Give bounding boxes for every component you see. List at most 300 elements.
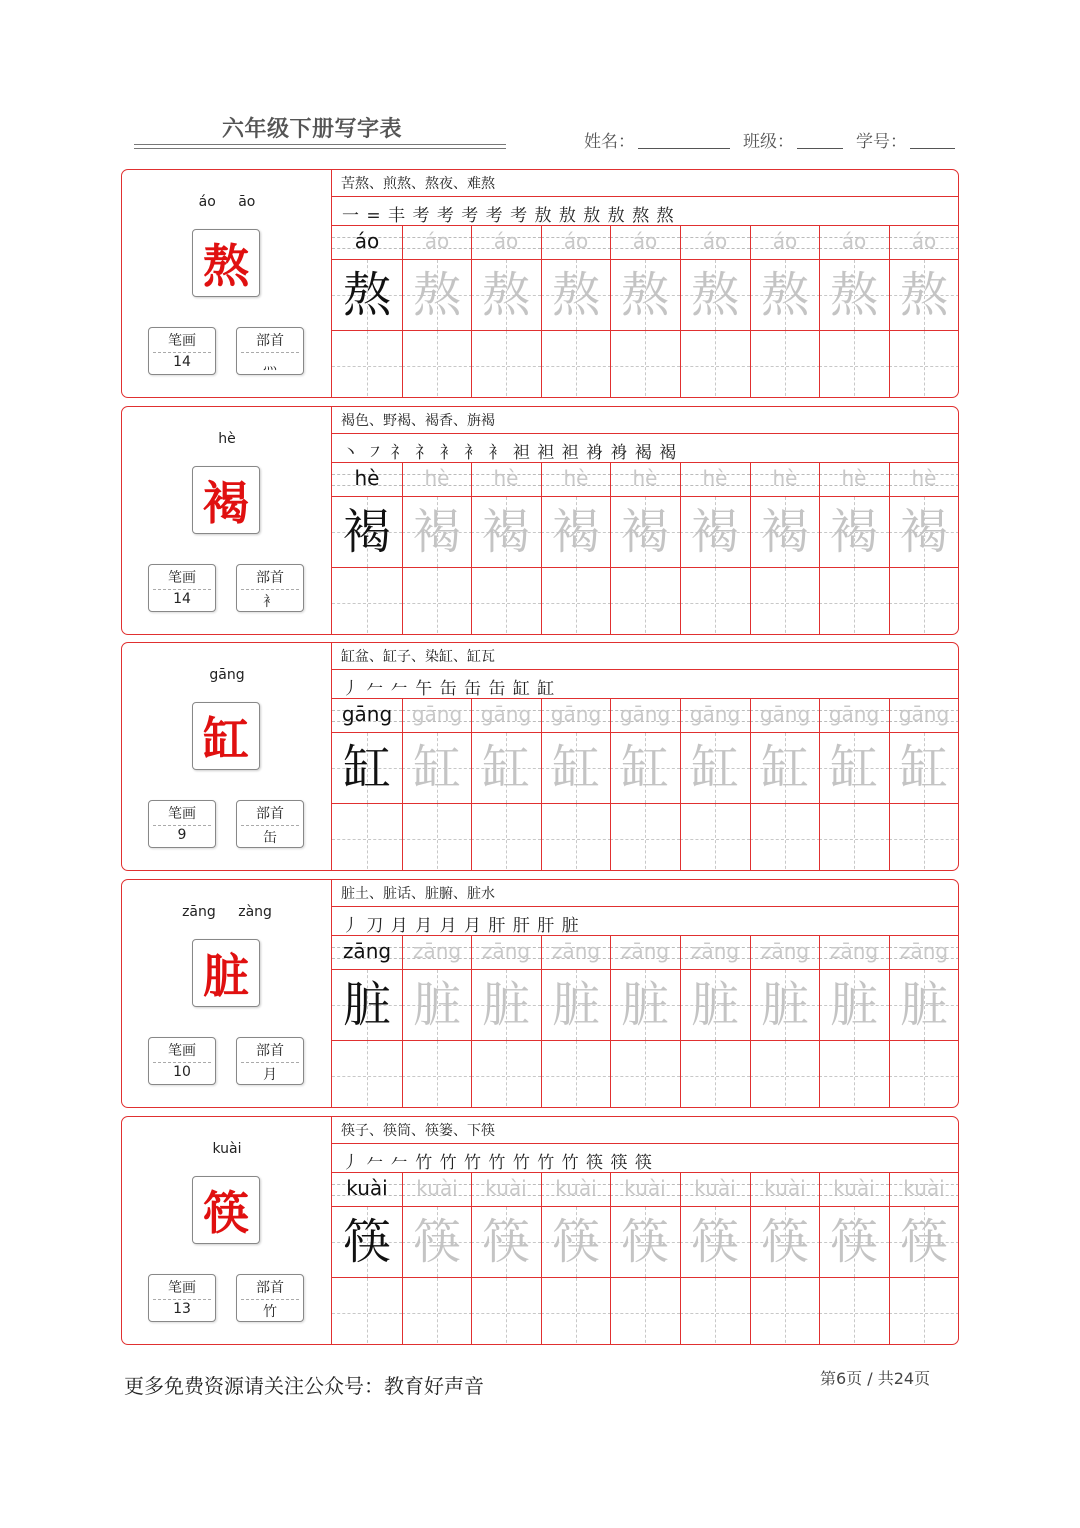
column-divider xyxy=(471,936,472,1108)
character-trace: 缸 xyxy=(551,740,600,796)
pinyin-cell xyxy=(471,936,541,969)
pinyin-trace: áo xyxy=(772,229,798,253)
character-trace: 褐 xyxy=(620,504,669,560)
trace-cell xyxy=(610,260,680,330)
column-divider xyxy=(402,463,403,635)
character-trace: 褐 xyxy=(760,504,809,560)
practice-cell[interactable] xyxy=(750,936,820,1108)
practice-cell[interactable] xyxy=(402,1173,472,1345)
pinyin-cell xyxy=(541,226,611,259)
practice-cell[interactable] xyxy=(750,1173,820,1345)
pinyin-reading: gāng xyxy=(209,667,245,683)
practice-cell[interactable] xyxy=(819,936,889,1108)
column-divider xyxy=(541,463,542,635)
character-card xyxy=(121,406,959,635)
guide-line xyxy=(576,1041,577,1108)
pinyin-cell xyxy=(750,226,820,259)
trace-cell xyxy=(750,260,820,330)
character-card xyxy=(121,169,959,398)
pinyin-trace: kuài xyxy=(555,1176,597,1200)
practice-cell[interactable] xyxy=(541,463,611,635)
column-divider xyxy=(819,699,820,871)
pinyin-cell xyxy=(610,1173,680,1206)
page-title: 六年级下册写字表 xyxy=(222,117,403,142)
column-divider xyxy=(402,936,403,1108)
character-info-panel xyxy=(122,407,332,634)
radical-box xyxy=(236,327,304,375)
featured-character: 筷 xyxy=(192,1176,260,1244)
blank-write-cell[interactable] xyxy=(750,568,820,635)
practice-cell[interactable] xyxy=(889,226,959,398)
trace-cell xyxy=(402,733,472,803)
practice-cell[interactable] xyxy=(471,226,541,398)
practice-cell[interactable] xyxy=(541,699,611,871)
character-trace: 熬 xyxy=(481,267,530,323)
practice-cell[interactable] xyxy=(332,936,402,1108)
pinyin-cell xyxy=(402,699,472,732)
character-trace: 筷 xyxy=(829,1214,878,1270)
practice-cell[interactable] xyxy=(819,699,889,871)
radical-value: 月 xyxy=(263,1067,277,1083)
guide-line xyxy=(715,568,716,635)
character-trace: 褐 xyxy=(551,504,600,560)
character-trace: 缸 xyxy=(760,740,809,796)
practice-cell[interactable] xyxy=(819,226,889,398)
practice-cell[interactable] xyxy=(402,226,472,398)
blank-write-cell[interactable] xyxy=(819,568,889,635)
practice-panel xyxy=(332,1117,958,1344)
pinyin-cell xyxy=(471,1173,541,1206)
practice-cell[interactable] xyxy=(402,463,472,635)
column-divider xyxy=(680,936,681,1108)
character-trace: 熬 xyxy=(899,267,948,323)
practice-cell[interactable] xyxy=(819,463,889,635)
blank-write-cell[interactable] xyxy=(750,804,820,871)
example-words: 缸盆、缸子、染缸、缸瓦 xyxy=(341,649,495,665)
character-trace: 缸 xyxy=(690,740,739,796)
trace-cell xyxy=(750,733,820,803)
pinyin-trace: hè xyxy=(493,466,519,490)
blank-write-cell[interactable] xyxy=(332,331,402,398)
blank-write-cell[interactable] xyxy=(610,568,680,635)
column-divider xyxy=(680,1173,681,1345)
practice-cell[interactable] xyxy=(471,1173,541,1345)
blank-write-cell[interactable] xyxy=(402,568,472,635)
pinyin-trace: áo xyxy=(632,229,658,253)
guide-line xyxy=(506,568,507,635)
guide-line xyxy=(437,804,438,871)
guide-line xyxy=(576,331,577,398)
blank-write-cell[interactable] xyxy=(471,1278,541,1345)
pinyin-cell xyxy=(889,463,959,496)
pinyin-cell xyxy=(889,936,959,969)
radical-value: 灬 xyxy=(263,357,277,373)
blank-write-cell[interactable] xyxy=(750,1278,820,1345)
trace-cell xyxy=(680,970,750,1040)
column-divider xyxy=(541,1173,542,1345)
character-trace: 缸 xyxy=(481,740,530,796)
blank-write-cell[interactable] xyxy=(402,804,472,871)
pinyin-cell xyxy=(819,1173,889,1206)
trace-cell xyxy=(541,970,611,1040)
guide-line xyxy=(645,1278,646,1345)
guide-line xyxy=(367,1278,368,1345)
pinyin-cell xyxy=(750,699,820,732)
pinyin-cell xyxy=(819,463,889,496)
pinyin-cell xyxy=(750,463,820,496)
pinyin-cell xyxy=(332,463,402,496)
radical-value: 衤 xyxy=(263,594,277,610)
practice-cell[interactable] xyxy=(750,463,820,635)
trace-cell xyxy=(332,733,402,803)
column-divider xyxy=(610,936,611,1108)
guide-line xyxy=(854,1041,855,1108)
pinyin-trace: gāng xyxy=(619,702,671,726)
trace-cell xyxy=(750,970,820,1040)
column-divider xyxy=(750,1173,751,1345)
practice-cell[interactable] xyxy=(889,1173,959,1345)
pinyin-trace: hè xyxy=(563,466,589,490)
pinyin-trace: hè xyxy=(632,466,658,490)
practice-cell[interactable] xyxy=(610,1173,680,1345)
trace-cell xyxy=(819,733,889,803)
column-divider xyxy=(610,226,611,398)
practice-cell[interactable] xyxy=(541,226,611,398)
character-trace: 褐 xyxy=(899,504,948,560)
practice-panel xyxy=(332,643,958,870)
pinyin-cell xyxy=(889,226,959,259)
guide-line xyxy=(506,804,507,871)
pinyin-trace: kuài xyxy=(624,1176,666,1200)
guide-line xyxy=(367,1041,368,1108)
column-divider xyxy=(889,463,890,635)
stroke-count-label: 笔画 xyxy=(168,570,196,586)
character-model: 筷 xyxy=(342,1214,391,1270)
blank-write-cell[interactable] xyxy=(471,804,541,871)
character-trace: 筷 xyxy=(481,1214,530,1270)
pinyin-trace: áo xyxy=(563,229,589,253)
blank-write-cell[interactable] xyxy=(541,568,611,635)
character-trace: 脏 xyxy=(412,977,461,1033)
stroke-count-label: 笔画 xyxy=(168,1280,196,1296)
column-divider xyxy=(750,226,751,398)
pinyin-trace: kuài xyxy=(833,1176,875,1200)
column-divider xyxy=(819,936,820,1108)
character-trace: 褐 xyxy=(829,504,878,560)
pinyin-cell xyxy=(541,1173,611,1206)
blank-write-cell[interactable] xyxy=(541,1278,611,1345)
practice-cell[interactable] xyxy=(750,699,820,871)
pinyin-cell xyxy=(610,699,680,732)
blank-write-cell[interactable] xyxy=(402,1041,472,1108)
blank-write-cell[interactable] xyxy=(610,1041,680,1108)
trace-cell xyxy=(471,260,541,330)
trace-cell xyxy=(819,1207,889,1277)
trace-cell xyxy=(889,733,959,803)
blank-write-cell[interactable] xyxy=(750,331,820,398)
pinyin-trace: kuài xyxy=(416,1176,458,1200)
trace-cell xyxy=(819,970,889,1040)
pinyin-trace: hè xyxy=(424,466,450,490)
pinyin-cell xyxy=(680,936,750,969)
box-divider xyxy=(153,825,211,826)
pinyin-reading: hè xyxy=(218,431,236,447)
guide-line xyxy=(924,568,925,635)
pinyin-cell xyxy=(402,226,472,259)
pinyin-trace: kuài xyxy=(764,1176,806,1200)
pinyin-cell xyxy=(332,1173,402,1206)
pinyin-trace: hè xyxy=(702,466,728,490)
featured-character: 脏 xyxy=(192,939,260,1007)
featured-character: 熬 xyxy=(192,229,260,297)
practice-cell[interactable] xyxy=(402,936,472,1108)
radical-value: 竹 xyxy=(263,1304,277,1320)
character-trace: 脏 xyxy=(551,977,600,1033)
practice-cell[interactable] xyxy=(471,936,541,1108)
featured-character: 褐 xyxy=(192,466,260,534)
practice-cell[interactable] xyxy=(750,226,820,398)
example-words: 筷子、筷筒、筷篓、下筷 xyxy=(341,1123,495,1139)
blank-write-cell[interactable] xyxy=(819,1278,889,1345)
trace-cell xyxy=(819,497,889,567)
pinyin-trace: gāng xyxy=(689,702,741,726)
character-trace: 缸 xyxy=(899,740,948,796)
guide-line xyxy=(506,1041,507,1108)
blank-write-cell[interactable] xyxy=(889,568,959,635)
character-trace: 缸 xyxy=(620,740,669,796)
stroke-count-box xyxy=(148,800,216,848)
blank-write-cell[interactable] xyxy=(680,804,750,871)
blank-write-cell[interactable] xyxy=(471,331,541,398)
trace-cell xyxy=(402,497,472,567)
pinyin-cell xyxy=(332,936,402,969)
trace-cell xyxy=(471,497,541,567)
blank-write-cell[interactable] xyxy=(889,331,959,398)
trace-cell xyxy=(680,497,750,567)
footer-promo: 更多免费资源请关注公众号：教育好声音 xyxy=(124,1374,484,1398)
guide-line xyxy=(924,1041,925,1108)
practice-cell[interactable] xyxy=(610,463,680,635)
trace-cell xyxy=(402,260,472,330)
column-divider xyxy=(541,699,542,871)
pinyin-trace: zāng xyxy=(551,939,601,963)
practice-cell[interactable] xyxy=(541,936,611,1108)
blank-write-cell[interactable] xyxy=(680,1278,750,1345)
pinyin-model: zāng xyxy=(342,939,392,963)
character-trace: 熬 xyxy=(690,267,739,323)
trace-cell xyxy=(610,733,680,803)
character-card xyxy=(121,642,959,871)
trace-cell xyxy=(402,970,472,1040)
pinyin-cell xyxy=(541,936,611,969)
guide-line xyxy=(785,568,786,635)
practice-grid xyxy=(332,226,958,398)
trace-cell xyxy=(332,260,402,330)
blank-write-cell[interactable] xyxy=(541,804,611,871)
practice-cell[interactable] xyxy=(889,699,959,871)
blank-write-cell[interactable] xyxy=(471,1041,541,1108)
blank-write-cell[interactable] xyxy=(889,1041,959,1108)
column-divider xyxy=(819,463,820,635)
practice-grid xyxy=(332,936,958,1108)
character-trace: 筷 xyxy=(690,1214,739,1270)
blank-write-cell[interactable] xyxy=(610,804,680,871)
column-divider xyxy=(750,936,751,1108)
name-field[interactable] xyxy=(638,148,730,149)
class-field[interactable] xyxy=(797,148,843,149)
practice-cell[interactable] xyxy=(680,1173,750,1345)
student-id-field[interactable] xyxy=(910,148,955,149)
practice-cell[interactable] xyxy=(471,699,541,871)
blank-write-cell[interactable] xyxy=(332,568,402,635)
blank-write-cell[interactable] xyxy=(402,1278,472,1345)
pinyin-trace: gāng xyxy=(828,702,880,726)
character-model: 缸 xyxy=(342,740,391,796)
guide-line xyxy=(645,331,646,398)
character-trace: 缸 xyxy=(829,740,878,796)
blank-write-cell[interactable] xyxy=(332,1278,402,1345)
radical-label: 部首 xyxy=(256,806,284,822)
practice-cell[interactable] xyxy=(680,699,750,871)
blank-write-cell[interactable] xyxy=(402,331,472,398)
column-divider xyxy=(889,1173,890,1345)
practice-cell[interactable] xyxy=(610,226,680,398)
column-divider xyxy=(889,699,890,871)
column-divider xyxy=(541,936,542,1108)
radical-box xyxy=(236,1037,304,1085)
guide-line xyxy=(437,331,438,398)
blank-write-cell[interactable] xyxy=(889,804,959,871)
blank-write-cell[interactable] xyxy=(680,568,750,635)
character-trace: 脏 xyxy=(760,977,809,1033)
box-divider xyxy=(241,589,299,590)
blank-write-cell[interactable] xyxy=(610,1278,680,1345)
blank-write-cell[interactable] xyxy=(610,331,680,398)
practice-cell[interactable] xyxy=(610,936,680,1108)
guide-line xyxy=(367,804,368,871)
practice-cell[interactable] xyxy=(819,1173,889,1345)
blank-write-cell[interactable] xyxy=(541,1041,611,1108)
practice-panel xyxy=(332,407,958,634)
practice-cell[interactable] xyxy=(680,463,750,635)
pinyin-reading: zāng zàng xyxy=(182,904,272,920)
practice-cell[interactable] xyxy=(471,463,541,635)
practice-cell[interactable] xyxy=(610,699,680,871)
guide-line xyxy=(785,331,786,398)
blank-write-cell[interactable] xyxy=(819,804,889,871)
trace-cell xyxy=(541,260,611,330)
guide-line xyxy=(924,1278,925,1345)
pinyin-cell xyxy=(889,699,959,732)
character-trace: 脏 xyxy=(481,977,530,1033)
practice-cell[interactable] xyxy=(541,1173,611,1345)
blank-write-cell[interactable] xyxy=(819,331,889,398)
blank-write-cell[interactable] xyxy=(332,804,402,871)
blank-write-cell[interactable] xyxy=(680,331,750,398)
stroke-order: 一 = 丰 考 考 考 考 考 敖 敖 敖 敖 熬 熬 xyxy=(342,206,675,226)
practice-cell[interactable] xyxy=(680,226,750,398)
radical-box xyxy=(236,1274,304,1322)
blank-write-cell[interactable] xyxy=(541,331,611,398)
practice-grid xyxy=(332,1173,958,1345)
trace-cell xyxy=(541,733,611,803)
box-divider xyxy=(241,352,299,353)
stroke-count-box xyxy=(148,564,216,612)
practice-cell[interactable] xyxy=(680,936,750,1108)
guide-line xyxy=(506,1278,507,1345)
column-divider xyxy=(819,226,820,398)
pinyin-trace: zāng xyxy=(412,939,462,963)
column-divider xyxy=(750,463,751,635)
stroke-count-box xyxy=(148,1274,216,1322)
guide-line xyxy=(437,568,438,635)
pinyin-trace: kuài xyxy=(485,1176,527,1200)
box-divider xyxy=(241,1062,299,1063)
practice-cell[interactable] xyxy=(402,699,472,871)
blank-write-cell[interactable] xyxy=(332,1041,402,1108)
column-divider xyxy=(680,699,681,871)
practice-cell[interactable] xyxy=(332,463,402,635)
character-model: 褐 xyxy=(342,504,391,560)
character-trace: 脏 xyxy=(899,977,948,1033)
box-divider xyxy=(153,352,211,353)
blank-write-cell[interactable] xyxy=(889,1278,959,1345)
character-trace: 筷 xyxy=(899,1214,948,1270)
blank-write-cell[interactable] xyxy=(750,1041,820,1108)
row-divider xyxy=(332,669,958,670)
column-divider xyxy=(610,699,611,871)
pinyin-cell xyxy=(819,699,889,732)
pinyin-cell xyxy=(819,226,889,259)
blank-write-cell[interactable] xyxy=(680,1041,750,1108)
character-trace: 熬 xyxy=(760,267,809,323)
stroke-count-value: 13 xyxy=(173,1301,191,1317)
character-trace: 熬 xyxy=(620,267,669,323)
box-divider xyxy=(153,1062,211,1063)
practice-cell[interactable] xyxy=(332,699,402,871)
pinyin-cell xyxy=(889,1173,959,1206)
practice-cell[interactable] xyxy=(889,936,959,1108)
trace-cell xyxy=(750,1207,820,1277)
guide-line xyxy=(576,804,577,871)
practice-cell[interactable] xyxy=(332,226,402,398)
guide-line xyxy=(715,1278,716,1345)
character-info-panel xyxy=(122,170,332,397)
character-trace: 熬 xyxy=(551,267,600,323)
guide-line xyxy=(367,331,368,398)
practice-cell[interactable] xyxy=(889,463,959,635)
character-trace: 缸 xyxy=(412,740,461,796)
pinyin-cell xyxy=(680,1173,750,1206)
column-divider xyxy=(541,226,542,398)
trace-cell xyxy=(889,970,959,1040)
trace-cell xyxy=(680,733,750,803)
pinyin-trace: kuài xyxy=(694,1176,736,1200)
trace-cell xyxy=(471,733,541,803)
pinyin-cell xyxy=(471,463,541,496)
guide-line xyxy=(785,1041,786,1108)
blank-write-cell[interactable] xyxy=(471,568,541,635)
character-info-panel xyxy=(122,1117,332,1344)
page-number: 第6页 / 共24页 xyxy=(820,1369,931,1388)
pinyin-reading: kuài xyxy=(212,1141,242,1157)
example-words: 褐色、野褐、褐香、旃褐 xyxy=(341,413,495,429)
stroke-order: 丿 刀 月 月 月 月 肝 肝 肝 脏 xyxy=(342,916,580,936)
radical-value: 缶 xyxy=(263,830,277,846)
practice-cell[interactable] xyxy=(332,1173,402,1345)
blank-write-cell[interactable] xyxy=(819,1041,889,1108)
pinyin-model: gāng xyxy=(341,702,393,726)
